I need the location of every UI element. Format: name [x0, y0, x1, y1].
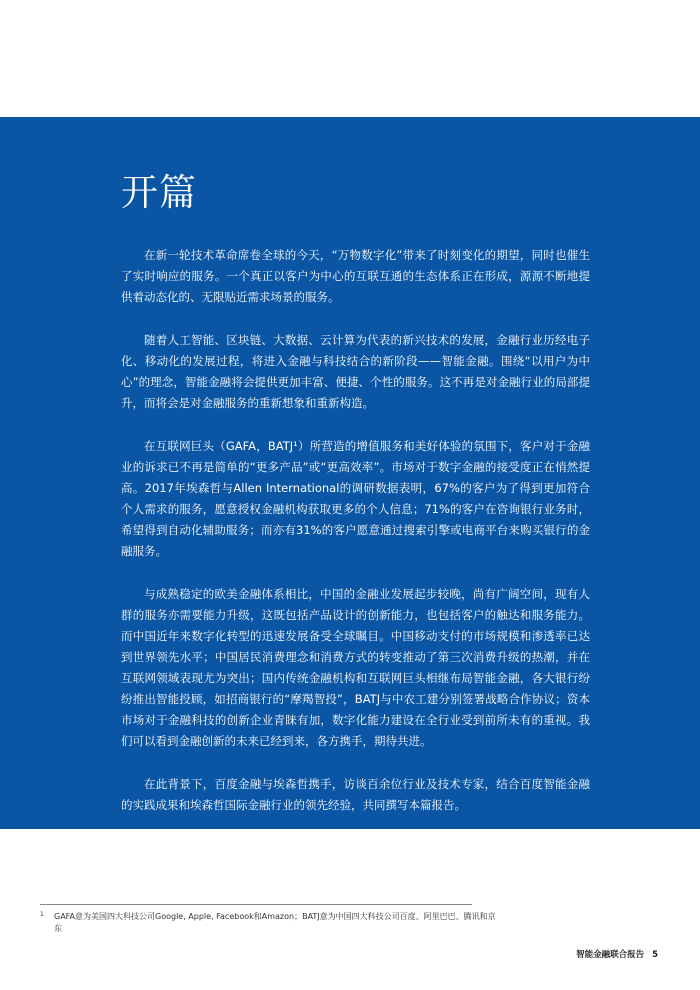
footnote-marker: 1 [40, 911, 44, 918]
paragraph: 随着人工智能、区块链、大数据、云计算为代表的新兴技术的发展，金融行业历经电子化、移动化的发展过程，将进入金融与科技结合的新阶段——智能金融。围绕“以用户为中心”的理念，智能金融将会提供更加丰富、便捷、个性的服务。这不再是对金融行业的局部提升，而将会是对金融服务的重新想象和重新构造。 [121, 333, 590, 410]
page-number: 5 [652, 950, 658, 960]
page-title: 开篇 [121, 171, 197, 214]
footnote-text: GAFA意为美国四大科技公司Google, Apple, Facebook和Amazon；BATJ意为中国四大科技公司百度、阿里巴巴、腾讯和京东 [54, 912, 496, 933]
report-name: 智能金融联合报告 [576, 950, 645, 960]
paragraph: 与成熟稳定的欧美金融体系相比，中国的金融业发展起步较晚，尚有广阔空间，现有人群的服务亦需要能力升级，这既包括产品设计的创新能力，也包括客户的触达和服务能力。而中国近年来数字化转型的迅速发展备受全球瞩目。中国移动支付的市场规模和渗透率已达到世界领先水平；中国居民消费理念和消费方式的转变推动了第三次消费升级的热潮，并在互联网领域表现尤为突出；国内传统金融机构和互联网巨头相继布局智能金融，各大银行纷纷推出智能投顾，如招商银行的“摩羯智投”，BATJ与中农工建分别签署战略合作协议；资本市场对于金融科技的创新企业青睐有加，数字化能力建设在全行业受到前所未有的重视。我们可以看到金融创新的未来已经到来，各方携手，期待共进。 [121, 587, 590, 748]
page-footer [576, 948, 658, 960]
footnote [40, 911, 500, 935]
footnote-divider [40, 904, 472, 905]
paragraph: 在新一轮技术革命席卷全球的今天，“万物数字化”带来了时刻变化的期望，同时也催生了实时响应的服务。一个真正以客户为中心的互联互通的生态体系正在形成，源源不断地提供着动态化的、无限贴近需求场景的服务。 [121, 248, 590, 304]
body-text [121, 245, 590, 838]
paragraph: 在互联网巨头（GAFA，BATJ¹）所营造的增值服务和美好体验的氛围下，客户对于金融业的诉求已不再是简单的“更多产品”或“更高效率”。市场对于数字金融的接受度正在悄然提高。2017年埃森哲与Allen International的调研数据表明，67%的客户为了得到更加符合个人需求的服务，愿意授权金融机构获取更多的个人信息；71%的客户在咨询银行业务时，希望得到自动化辅助服务；而亦有31%的客户愿意通过搜索引擎或电商平台来购买银行的金融服务。 [121, 439, 590, 558]
paragraph: 在此背景下，百度金融与埃森哲携手，访谈百余位行业及技术专家，结合百度智能金融的实践成果和埃森哲国际金融行业的领先经验，共同撰写本篇报告。 [121, 777, 590, 812]
